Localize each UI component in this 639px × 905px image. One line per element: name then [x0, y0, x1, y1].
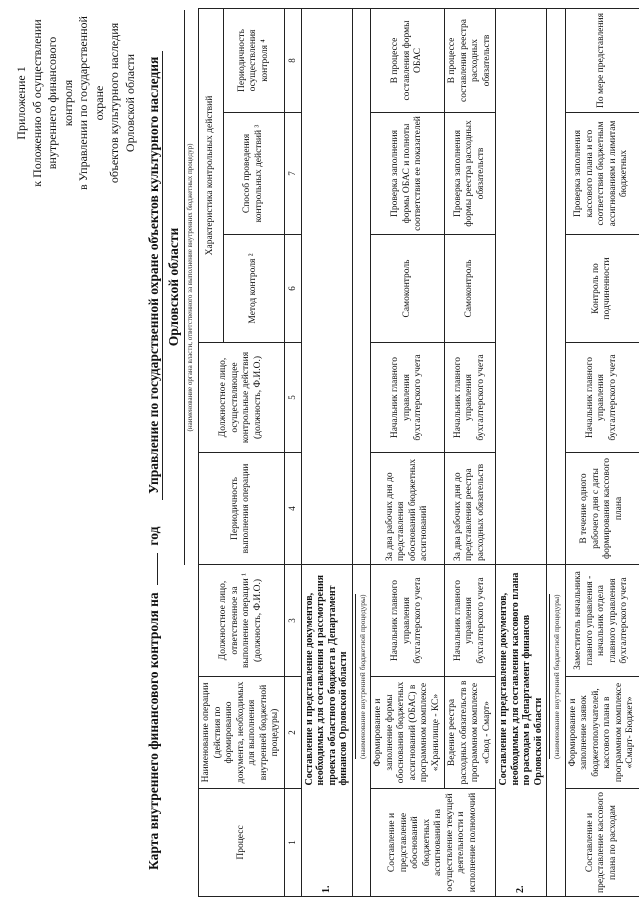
process-cell: Составление и представление кассового плана по расходам	[565, 789, 639, 897]
section-note-cell	[352, 565, 371, 789]
control-card-table	[198, 8, 639, 897]
header-way: Способ проведения контрольных действий ³	[224, 113, 284, 235]
appendix-line: Приложение 1	[14, 66, 28, 140]
column-number: 3	[284, 565, 301, 677]
operation-cell: Формирование и заполнение заявок бюджетополучателей, кассового плана в программном комплексе «Смарт- Бюджет»	[565, 677, 639, 789]
periodicity-cell: За два рабочих дня до представления обоснований бюджетных ассигнований	[371, 453, 445, 565]
column-number: 5	[284, 343, 301, 453]
controller-cell: Начальник главного управления бухгалтерского учета	[565, 343, 639, 453]
table-row	[565, 9, 639, 897]
periodicity-cell: За два рабочих дня до представления реестра расходных обязательств	[445, 453, 496, 565]
header-operation: Наименование операции (действия по формированию документа, необходимых для выполнения внутренней бюджетной процедуры)	[199, 677, 285, 789]
control-periodicity-cell: В процессе составления формы ОБАС	[371, 9, 445, 113]
table-row	[371, 9, 445, 897]
organization-name-cont: Орловской области	[166, 227, 181, 347]
section-header-row	[496, 9, 547, 897]
way-cell: Проверка заполнения кассового плана и его соответствия бюджетным ассигнованиям и лимитам бюджетных	[565, 113, 639, 235]
control-periodicity-cell: В процессе составления реестра расходных обязательств	[445, 9, 496, 113]
operation-cell: Ведение реестра расходных обязательств в программном комплексе «Свод - Смарт»	[445, 677, 496, 789]
column-number: 7	[284, 113, 301, 235]
section-title: Составление и представление документов, необходимых для составления и рассмотрения проекта областного бюджета в Департамент финансов Орловской области	[301, 565, 352, 789]
column-number-row	[284, 9, 301, 897]
organization-name: Управление по государственной охране объектов культурного наследия	[146, 51, 163, 500]
appendix-line: внутреннего финансового контроля	[45, 36, 75, 170]
header-control-periodicity: Периодичность осуществления контроля ⁴	[224, 9, 284, 113]
organization-note: (наименование органа власти, ответственного за выполнение внутренних бюджетных процедур)	[186, 143, 194, 432]
method-cell: Самоконтроль	[371, 235, 445, 343]
section-note-spacer	[352, 789, 371, 897]
appendix-block	[14, 13, 138, 193]
year-blank	[145, 553, 158, 585]
section-title: Составление и представление документов, необходимых для составления кассового плана по расходам в Департамент финансов Орловской области	[496, 565, 547, 789]
section-note: (наименование внутренней бюджетной процедуры)	[355, 595, 369, 760]
header-controller: Должностное лицо, осуществляющее контрольные действия (должность, Ф.И.О.)	[199, 343, 285, 453]
controller-cell: Начальник главного управления бухгалтерского учета	[371, 343, 445, 453]
way-cell: Проверка заполнения формы ОБАС и полноты соответствия ее показателей	[371, 113, 445, 235]
appendix-line: объектов культурного наследия Орловской области	[107, 22, 137, 184]
responsible-cell: Начальник главного управления бухгалтерского учета	[445, 565, 496, 677]
header-method: Метод контроля ²	[224, 235, 284, 343]
title-rule	[184, 10, 185, 565]
section-note-cell	[547, 565, 566, 789]
responsible-cell: Заместитель начальника главного управления - начальник отдела главного управления бухгалтерского учета	[565, 565, 639, 677]
section-header-row	[301, 9, 352, 897]
section-number: 2.	[496, 789, 547, 897]
title-year-word: год	[146, 526, 161, 546]
section-note-blank	[352, 9, 371, 565]
way-cell: Проверка заполнения формы реестра расходных обязательств	[445, 113, 496, 235]
section-note-row	[547, 9, 566, 897]
title-prefix: Карта внутреннего финансового контроля на	[146, 592, 161, 870]
section-note-spacer	[547, 789, 566, 897]
section-note-blank	[547, 9, 566, 565]
appendix-line: в Управлении по государственной охране	[76, 16, 106, 190]
column-number: 8	[284, 9, 301, 113]
process-cell: Составление и представление обоснований бюджетных ассигнований на осуществление текущей деятельности и исполнение полномочий	[371, 789, 496, 897]
column-number: 2	[284, 677, 301, 789]
method-cell: Контроль по подчиненности	[565, 235, 639, 343]
header-row	[199, 9, 224, 897]
header-process: Процесс	[199, 789, 285, 897]
section-number: 1.	[301, 789, 352, 897]
responsible-cell: Начальник главного управления бухгалтерского учета	[371, 565, 445, 677]
header-responsible: Должностное лицо, ответственное за выполнение операции ¹ (должность, Ф.И.О.)	[199, 565, 285, 677]
section-blank	[496, 9, 547, 565]
periodicity-cell: В течение одного рабочего дня с даты формирования кассового плана	[565, 453, 639, 565]
document-title	[145, 10, 163, 870]
table-row	[445, 9, 496, 897]
method-cell: Самоконтроль	[445, 235, 496, 343]
controller-cell: Начальник главного управления бухгалтерского учета	[445, 343, 496, 453]
header-characteristics: Характеристика контрольных действий	[199, 9, 224, 343]
column-number: 4	[284, 453, 301, 565]
appendix-line: к Положению об осуществлении	[29, 19, 44, 187]
control-periodicity-cell: По мере представления	[565, 9, 639, 113]
column-number: 6	[284, 235, 301, 343]
operation-cell: Формирование и заполнение формы обоснования бюджетных ассигнований (ОБАС) в программном комплексе «Хранилище - КС»	[371, 677, 445, 789]
section-blank	[301, 9, 352, 565]
header-periodicity: Периодичность выполнения операции	[199, 453, 285, 565]
section-note-row	[352, 9, 371, 897]
section-note: (наименование внутренней бюджетной процедуры)	[549, 595, 563, 760]
column-number: 1	[284, 789, 301, 897]
